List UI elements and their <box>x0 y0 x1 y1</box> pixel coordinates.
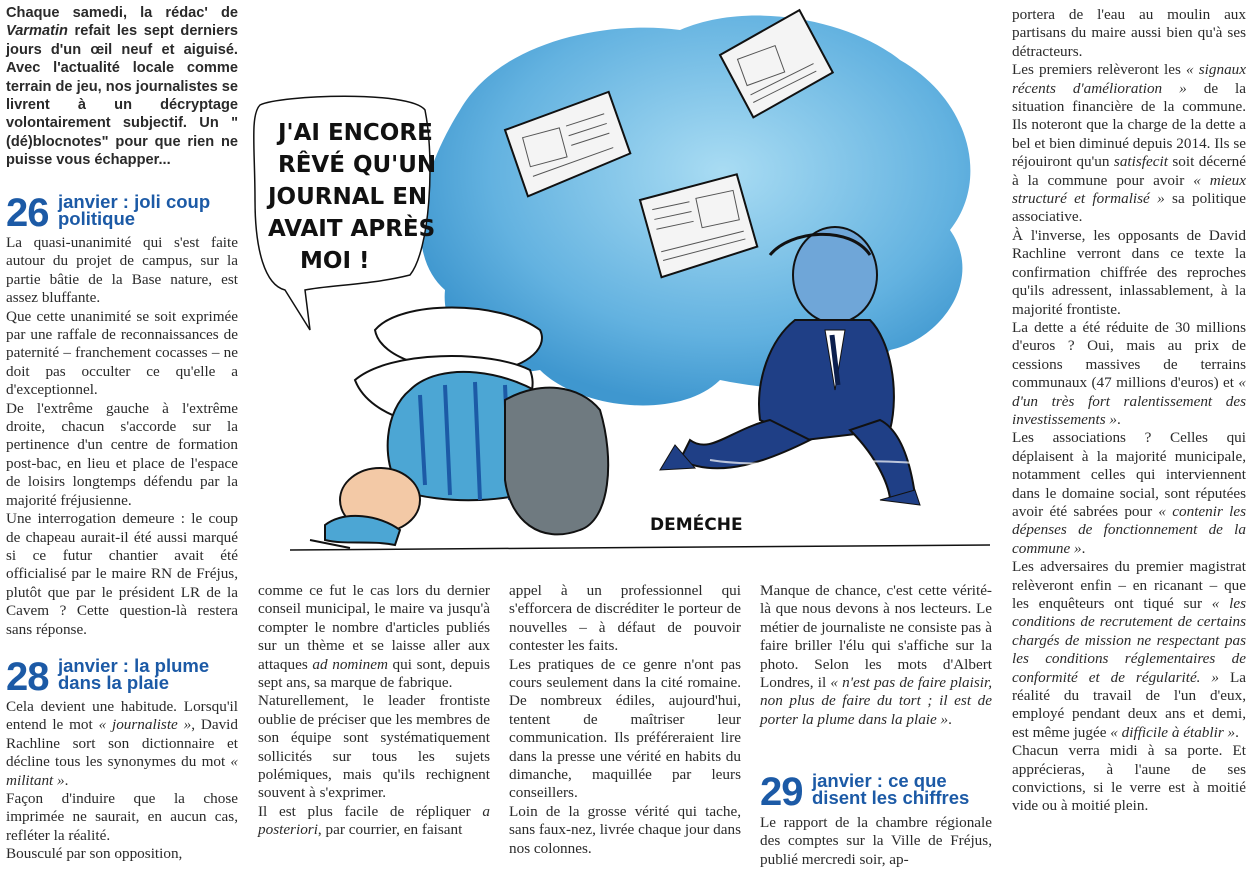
heading-28 <box>6 657 238 697</box>
c3-p1: appel à un professionnel qui s'efforcera de discréditer le porteur de nouvelles – à défaut de pouvoir contester les faits. <box>509 582 741 655</box>
heading-28-line2: dans la plaie <box>58 672 170 693</box>
c2-p2: Naturellement, le leader frontiste oublie de préciser que les membres de son équipe sont systématiquement sollicités sur tous les sujets polémiques, mais qu'ils rechignent souvent à s'exprimer. <box>258 692 490 802</box>
c5-p2 <box>1012 61 1246 227</box>
heading-28-number: 28 <box>6 655 49 699</box>
c5-p6c: La réalité du travail de l'un d'eux, employé pendant deux ans et demi, est même jugée <box>1012 668 1246 741</box>
section-29-body <box>760 814 992 869</box>
c2-p3a: Il est plus facile de répliquer <box>258 802 483 820</box>
cartoon-signature: DEMÉCHE <box>650 515 743 535</box>
c5-p5 <box>1012 429 1246 558</box>
c5-p6e: . <box>1235 723 1239 741</box>
heading-26-number: 26 <box>6 191 49 235</box>
bubble-line-5: MOI ! <box>300 248 370 274</box>
c5-p6d: « difficile à établir » <box>1110 723 1236 741</box>
c4-p1b: « n'est pas de faire plaisir, non plus de faire du tort ; il est de porter la plume dans la plaie » <box>760 674 992 728</box>
c5-p2a: Les premiers relèveront les <box>1012 61 1187 79</box>
c5-p7: Chacun verra midi à sa porte. Et apprécieras, à l'aune de ses convictions, si le verre est à moitié vide ou à moitié plein. <box>1012 742 1246 815</box>
c5-p2d: satisfecit <box>1113 153 1168 171</box>
section-28-body <box>6 698 238 864</box>
c5-p5b: « contenir les dépenses de fonctionnement de la commune » <box>1012 502 1246 557</box>
c5-p3: À l'inverse, les opposants de David Rachline verront dans ce texte la confirmation chiffrée des reproches qu'ils adressent, inlassablement, à la majorité frontiste. <box>1012 226 1246 318</box>
column-4 <box>760 582 992 729</box>
bubble-line-1: J'AI ENCORE <box>278 120 433 146</box>
c5-p1: portera de l'eau au moulin aux partisans du maire aussi bien qu'à ses détracteurs. <box>1012 6 1246 60</box>
c2-p3b: a posteriori <box>258 802 490 839</box>
cartoon-illustration <box>250 0 1000 578</box>
c5-p2f: « mieux structuré et formalisé » <box>1012 171 1247 208</box>
bubble-line-4: AVAIT APRÈS <box>268 216 436 242</box>
c5-p2c: de la situation financière de la commune. Ils noteront que la charge de la dette a bel et bien diminué depuis 2014. Ils se réjouiront qu'un <box>1012 79 1246 171</box>
s28-p1 <box>6 698 238 790</box>
s28-p1d: « militant » <box>6 753 238 789</box>
s28-p1a: Cela devient une habitude. Lorsqu'il entend le mot <box>6 698 238 734</box>
s28-p1b: « journaliste » <box>98 716 192 734</box>
s28-p1c: , David Rachline sort son dictionnaire et décline tous les synonymes du mot <box>6 716 238 771</box>
c5-p5c: . <box>1081 539 1086 557</box>
heading-26-line1: janvier : joli coup <box>58 191 211 212</box>
speech-bubble <box>254 96 436 330</box>
c4-p1 <box>760 582 992 729</box>
c5-p4 <box>1012 319 1246 429</box>
s28-p2: Façon d'induire que la chose imprimée ne saurait, en aucun cas, refléter la réalité. <box>6 790 238 844</box>
c5-p4c: . <box>1117 410 1121 428</box>
c2-p1b: ad nominem <box>312 655 388 673</box>
column-3 <box>509 582 741 858</box>
c2-p1 <box>258 582 490 692</box>
s28-p1e: . <box>64 771 69 789</box>
c5-p2g: sa politique associative. <box>1012 190 1246 226</box>
c2-p1c: qui sont, depuis sept ans, sa marque de fabrique. <box>258 655 490 692</box>
intro-c: refait les sept derniers jours d'un œil neuf et aiguisé. Avec l'actualité locale comme terrain de jeu, nos journalistes se livrent à un décryptage volontairement subjectif. Un "(dé)blocnotes" pour que rien ne puisse vous échapper... <box>6 23 238 169</box>
intro-a: Chaque samedi, la rédac' de <box>6 5 238 21</box>
c3-p2: Les pratiques de ce genre n'ont pas cours seulement dans la cité romaine. De nombreux édiles, aujourd'hui, tentent de maîtriser leur communication. Ils préféreraient lire dans la presse une vérité en habits du dimanche, maquillée par leurs conseillers. <box>509 655 741 802</box>
c5-p6b: « les conditions de recrutement de certains chargés de mission ne respectant pas les conditions réglementaires de conformité et de régularité. » <box>1012 595 1247 686</box>
c5-p5a: Les associations ? Celles qui déplaisent à la majorité municipale, notamment celles qui interviennent dans le domaine social, sont réputées avoir été sabrées pour <box>1012 429 1246 520</box>
s28-p3: Bousculé par son opposition, <box>6 845 183 863</box>
heading-29-line1: janvier : ce que <box>812 770 947 791</box>
s26-p2: Que cette unanimité se soit exprimée par une raffale de reconnaissances de paternité – franchement cocasses – ne doit pas occulter ce qu'elle a d'exceptionnel. <box>6 307 238 399</box>
column-5 <box>1012 6 1246 816</box>
section-26-body <box>6 234 238 639</box>
s26-p4: Une interrogation demeure : le coup de chapeau aurait-il été aussi marqué si ce futur chantier avait été officialisé par le maire RN de Fréjus, plutôt que par le président LR de la Cavem ? Cette question-là restera sans réponse. <box>6 510 238 638</box>
s26-p3: De l'extrême gauche à l'extrême droite, chacun s'accorde sur la pertinence d'un centre de formation post-bac, en lieu et place de l'espace de loisirs longtemps défendu par la majorité fréjusienne. <box>6 399 238 509</box>
c2-p3c: , par courrier, en faisant <box>317 821 463 839</box>
column-2 <box>258 582 490 840</box>
c5-p2b: « signaux récents d'amélioration » <box>1012 61 1247 97</box>
column-1 <box>6 4 238 170</box>
c5-p4a: La dette a été réduite de 30 millions d'euros ? Oui, mais au prix de cessions massives de terrains communaux (47 millions d'euros) et <box>1012 318 1246 392</box>
heading-29-line2: disent les chiffres <box>812 787 970 808</box>
heading-28-line1: janvier : la plume <box>58 655 210 676</box>
heading-29 <box>760 772 992 812</box>
heading-26-line2: politique <box>58 208 136 229</box>
c4-p1c: . <box>948 710 952 728</box>
c5-p4b: « d'un très fort ralentissement des investissements » <box>1012 374 1246 428</box>
heading-26 <box>6 193 238 233</box>
c5-p6 <box>1012 558 1246 742</box>
s29-p1: Le rapport de la chambre régionale des comptes sur la Ville de Fréjus, publié mercredi soir, ap- <box>760 814 992 868</box>
bubble-line-2: RÊVÉ QU'UN <box>278 152 437 178</box>
bubble-line-3: JOURNAL EN <box>268 184 428 210</box>
c2-p3 <box>258 803 490 840</box>
c5-p6a: Les adversaires du premier magistrat relèveront enfin – en ricanant – que les enquêteurs ont tiqué sur <box>1012 558 1246 612</box>
intro-b: Varmatin <box>6 23 68 40</box>
c4-p1a: Manque de chance, c'est cette vérité-là que nous devons à nos lecteurs. Le métier de journaliste ne consiste pas à faire briller l'élu qui s'affiche sur la photo. Selon les mots d'Albert Londres, il <box>760 582 992 692</box>
c3-p3: Loin de la grosse vérité qui tache, sans faux-nez, livrée chaque jour dans nos colonnes. <box>509 802 741 857</box>
intro-text <box>6 4 238 170</box>
s26-p1: La quasi-unanimité qui s'est faite autour du projet de campus, sur la partie bâtie de la Base nature, est assez bluffante. <box>6 234 238 307</box>
heading-29-number: 29 <box>760 770 803 814</box>
c5-p2e: soit décerné à la commune pour avoir <box>1012 153 1246 189</box>
c2-p1a: comme ce fut le cas lors du dernier conseil municipal, le maire va jusqu'à compter le nombre d'articles publiés sur un thème et se laisse aller aux attaques <box>258 582 490 673</box>
